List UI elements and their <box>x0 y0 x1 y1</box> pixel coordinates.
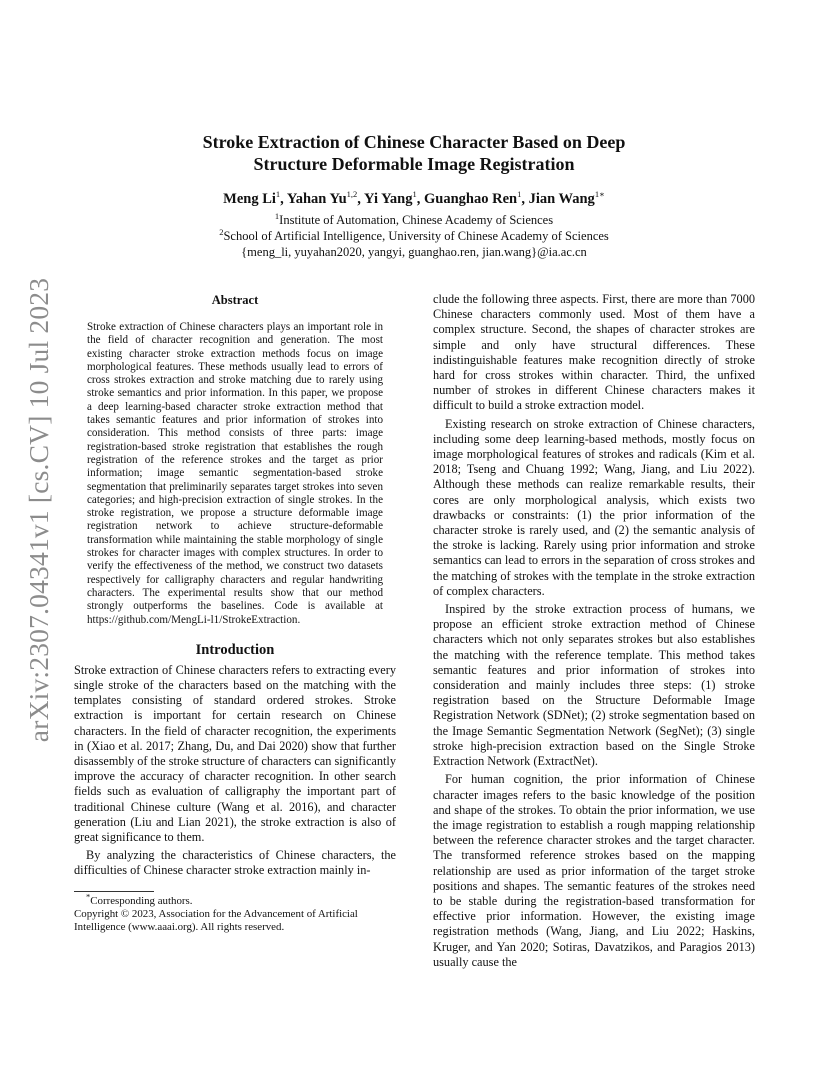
affil-text: Institute of Automation, Chinese Academy of Sciences <box>279 213 554 227</box>
author-name: Yi Yang <box>364 191 413 207</box>
author-name: Meng Li <box>223 191 276 207</box>
affiliation-1 <box>74 212 754 228</box>
author-name: Guanghao Ren <box>424 191 518 207</box>
author-emails: {meng_li, yuyahan2020, yangyi, guanghao.ren, jian.wang}@ia.ac.cn <box>241 245 587 259</box>
paragraph: Stroke extraction of Chinese characters refers to extracting every single stroke of the characters based on the matching with the templates consisting of standard ordered strokes. Stroke extraction is important for certain research on Chinese characters. In the field of character recognition, the experiments in (Xiao et al. 2017; Zhang, Du, and Dai 2020) show that further disassembly of the stroke structure of characters can significantly improve the accuracy of character recognition. In other search fields such as evaluation of calligraphy the important part of traditional Chinese culture (Wang et al. 2016), and character generation (Liu and Lian 2021), the stroke extraction is also of great significance to them. <box>74 662 396 845</box>
author-affil-sup: 1 <box>517 189 522 200</box>
abstract-heading: Abstract <box>211 293 259 307</box>
author-affil-sup: 1 <box>412 189 417 200</box>
copyright-notice: Copyright © 2023, Association for the Advancement of Artificial Intelligence (www.aaai.org). All rights reserved. <box>74 907 358 933</box>
footnote-text: Corresponding authors. <box>90 894 193 907</box>
paragraph: Existing research on stroke extraction of Chinese characters, including some deep learning-based methods, mostly focus on image morphological features of strokes and radicals (Kim et al. 2018; Tseng and Chuang 1992; Wang, Jiang, and Liu 2022). Although these methods can realize remarkable results, their cores are only morphological analysis, which exists two drawbacks or constraints: (1) the prior information of the character stroke is rarely used, and (2) the semantic analysis of the stroke is lacking. Rarely using prior information and stroke semantics can lead to errors in the separation of cross strokes and the matching of strokes with the template in the stroke extraction of complex characters. <box>433 416 755 598</box>
author-name: Yahan Yu <box>286 191 347 207</box>
right-column <box>433 292 755 970</box>
affil-text: School of Artificial Intelligence, University of Chinese Academy of Sciences <box>223 229 609 243</box>
author-affil-sup: 1 <box>275 189 281 200</box>
author-name: Jian Wang <box>528 191 595 207</box>
abstract-text: Stroke extraction of Chinese characters plays an important role in the field of character recognition and generation. The most existing character stroke extraction methods focus on image morphological features. These methods usually lead to errors of cross strokes extraction and stroke matching due to rarely using stroke semantics and prior information. In this paper, we propose a deep learning-based character stroke extraction method that takes semantic features and prior information of strokes into consideration. This method consists of three parts: image registration-based stroke registration that establishes the rough registration of the reference strokes and the target as prior information; image semantic segmentation-based stroke segmentation that preliminarily separates target strokes into seven categories; and high-precision extraction of single strokes. In the stroke registration, we propose a structure deformable image registration network to achieve structure-deformable transformation while maintaining the stable morphology of single strokes for character images with complex structures. In order to verify the effectiveness of the method, we construct two datasets respectively for calligraphy characters and regular handwriting characters. The experimental results show that our method strongly outperforms the baselines. Code is available at https://github.com/MengLi-l1/StrokeExtraction. <box>87 321 383 626</box>
affil-sup: 1 <box>274 210 280 221</box>
affiliation-2 <box>74 228 754 244</box>
affiliations <box>74 212 754 260</box>
left-column <box>74 292 396 934</box>
author-list: Meng Li$^1$, Yahan Yu$^{1,2}$, Yi Yang$^1$, Guanghao Ren$^1$, Jian Wang$^{1∗}$ <box>223 189 605 207</box>
footnote-corresponding <box>74 891 396 908</box>
arxiv-id-text: arXiv:2307.04341v1 [cs.CV] 10 Jul 2023 <box>23 277 54 743</box>
author-affil-sup: 1∗ <box>594 189 605 200</box>
title-line-2: Structure Deformable Image Registration <box>253 154 575 174</box>
affil-sup: 2 <box>219 226 224 237</box>
footnote-mark: * <box>86 891 91 902</box>
paper-title <box>74 131 754 175</box>
paragraph: Inspired by the stroke extraction process of humans, we propose an efficient stroke extraction method of Chinese characters which not only separates strokes but also establishes the matching with the reference template. This method takes semantic features and prior information of strokes into consideration and mainly includes three steps: (1) stroke registration based on the Structure Deformable Image Registration Network (SDNet); (2) stroke segmentation based on the Image Semantic Segmentation Network (SegNet); (3) single stroke high-precision extraction based on the Single Stroke Extraction Network (ExtractNet). <box>433 602 755 769</box>
arxiv-stamp <box>16 277 62 743</box>
author-affil-sup: 1,2 <box>346 189 358 200</box>
paragraph: By analyzing the characteristics of Chinese characters, the difficulties of Chinese character stroke extraction mainly in- <box>74 848 396 878</box>
title-line-1: Stroke Extraction of Chinese Character Based on Deep <box>202 132 626 152</box>
introduction-heading: Introduction <box>195 641 275 658</box>
paragraph: clude the following three aspects. First, there are more than 7000 Chinese characters commonly used. Most of them have a complex structure. Second, the shapes of character strokes are simple and only have structural differences. These indistinguishable features make recognition directly of stroke hard for cross strokes within character. Third, the unfixed number of strokes in different Chinese characters makes it difficult to build a stroke extraction model. <box>433 292 755 413</box>
paragraph: For human cognition, the prior information of Chinese character images refers to the basic knowledge of the position and shape of the strokes. To obtain the prior information, we use the image registration to establish a rough mapping relationship between the reference character strokes and the target character. The transformed reference strokes based on the mapping relationship are used as prior information of the target stroke positions and shapes. The semantic features of the strokes need to be stable during the registration-based transformation for effective prior information. However, the existing image registration methods (Wang, Jiang, and Liu 2022; Haskins, Kruger, and Yan 2020; Sotiras, Davatzikos, and Paragios 2013) usually cause the <box>433 772 755 969</box>
